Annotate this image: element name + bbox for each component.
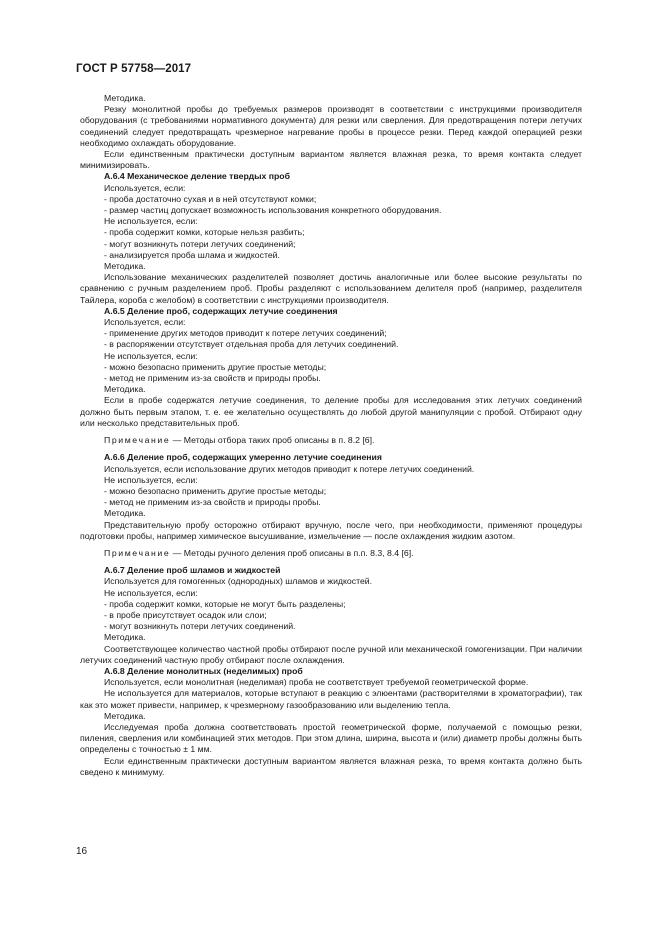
body-paragraph: Не используется, если: [104,216,198,227]
body-paragraph: Представительную пробу осторожно отбирают вручную, после чего, при необходимости, применяют процедуры подготовки пробы, например химическое высушивание, измельчение — после охлаждения жидким азотом. [80,519,582,541]
note-paragraph [80,548,582,559]
section-heading: А.6.8 Деление монолитных (неделимых) проб [104,665,303,676]
body-paragraph: Используется, если: [104,182,186,193]
body-paragraph: - могут возникнуть потери летучих соединений; [104,238,296,249]
body-paragraph: Если единственным практически доступным вариантом является влажная резка, то время контакта следует минимизировать. [80,149,582,171]
note-text: — Методы отбора таких проб описаны в п. 8.2 [6]. [170,435,375,446]
body-paragraph: - в пробе присутствует осадок или слои; [104,609,267,620]
body-paragraph: - метод не применим из-за свойств и природы пробы. [104,373,321,384]
page-number: 16 [76,846,88,857]
body-paragraph: - анализируется проба шлама и жидкостей. [104,249,280,260]
body-paragraph: - проба достаточно сухая и в ней отсутствуют комки; [104,193,317,204]
body-paragraph: Методика. [104,93,146,103]
section-heading: А.6.6 Деление проб, содержащих умеренно летучие соединения [104,452,382,463]
body-paragraph: - проба содержит комки, которые нельзя разбить; [104,227,305,238]
section-heading: А.6.4 Механическое деление твердых проб [104,171,290,182]
document-body [80,93,582,778]
body-paragraph: Используется для гомогенных (однородных) шламов и жидкостей. [104,576,373,587]
body-paragraph: - размер частиц допускает возможность использования конкретного оборудования. [104,205,442,216]
body-paragraph: Не используется для материалов, которые вступают в реакцию с элюентами (растворителями в хроматографии), так как это может привести, например, к чрезмерному газообразованию или выделению тепла. [80,688,582,710]
body-paragraph: Соответствующее количество частной пробы отбирают после ручной или механической гомогенизации. При наличии летучих соединений частную пробу отбирают после охлаждения. [80,643,582,665]
body-paragraph: Используется, если: [104,317,186,328]
body-paragraph: Резку монолитной пробы до требуемых размеров производят в соответствии с инструкциями производителя оборудования (с требованиями нормативного документа) для резки или сверления. Для предотвращения потери летучих соединений следует предотвращать чрезмерное нагревание пробы в процессе резки. Перед каждой операцией резки необходимо охлаждать оборудование. [80,104,582,148]
body-paragraph: Методика. [104,384,146,395]
body-paragraph: Используется, если монолитная (неделимая) проба не соответствует требуемой геометрической форме. [104,677,529,688]
standard-header: ГОСТ Р 57758—2017 [76,63,192,75]
body-paragraph: Не используется, если: [104,587,198,598]
body-paragraph: - проба содержит комки, которые не могут быть разделены; [104,598,346,609]
note-paragraph [80,435,582,446]
body-paragraph: Методика. [104,710,146,721]
body-paragraph: Методика. [104,261,146,272]
body-paragraph: Не используется, если: [104,474,198,485]
body-paragraph: - могут возникнуть потери летучих соединений. [104,621,296,632]
note-text: — Методы ручного деления проб описаны в п.п. 8.3, 8.4 [6]. [170,547,414,558]
body-paragraph: Исследуемая проба должна соответствовать простой геометрической форме, получаемой с помощью резки, пиления, сверления или комбинацией этих методов. При этом длина, ширина, высота и (или) диаметр пробы должны быть определены с точностью ± 1 мм. [80,721,582,755]
body-paragraph: Используется, если использование других методов приводит к потере летучих соединений. [104,463,475,474]
body-paragraph: Если единственным практически доступным вариантом является влажная резка, то время контакта должно быть сведено к минимуму. [80,755,582,777]
note-label: Примечание [104,547,171,558]
body-paragraph: Методика. [104,632,146,643]
body-paragraph: Методика. [104,508,146,519]
body-paragraph: - применение других методов приводит к потере летучих соединений; [104,328,387,339]
body-paragraph: Не используется, если: [104,350,198,361]
section-heading: А.6.7 Деление проб шламов и жидкостей [104,565,281,576]
body-paragraph: - в распоряжении отсутствует отдельная проба для летучих соединений. [104,339,399,350]
body-paragraph: Использование механических разделителей позволяет достичь аналогичные или более высокие результаты по сравнению с ручным разделением проб. Пробы разделяют с использованием делителя проб (например, разделителя Тайлера, короба с желобом) в соответствии с инструкциями производителя. [80,272,582,305]
body-paragraph: - можно безопасно применить другие простые методы; [104,361,327,372]
note-label: Примечание [104,435,171,446]
body-paragraph: Если в пробе содержатся летучие соединения, то деление пробы для исследования этих летучих соединений должно быть первым этапом, т. е. ее желательно осуществлять до любой другой манипуляции с пробой. Отбирают одну или несколько представительных проб. [80,395,582,428]
body-paragraph: - можно безопасно применить другие простые методы; [104,485,327,496]
body-paragraph: - метод не применим из-за свойств и природы пробы. [104,497,321,508]
section-heading: А.6.5 Деление проб, содержащих летучие соединения [104,305,338,316]
